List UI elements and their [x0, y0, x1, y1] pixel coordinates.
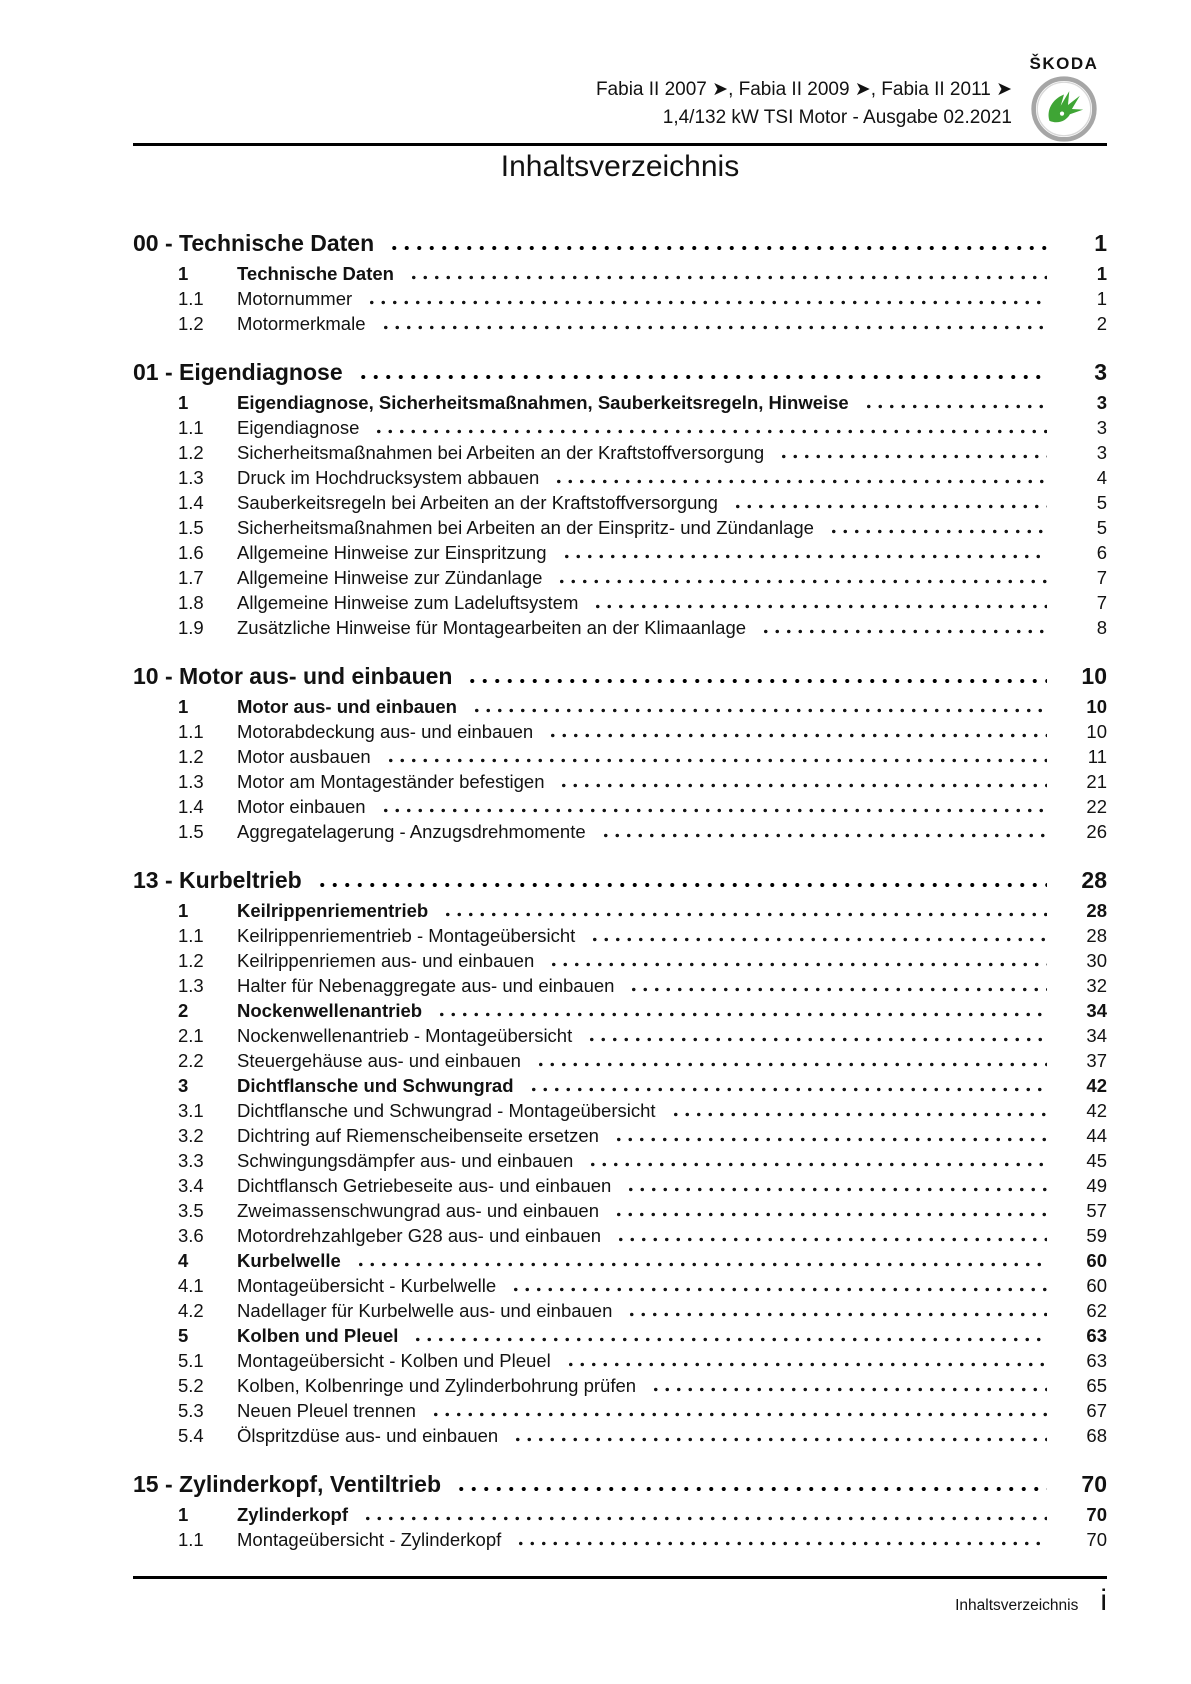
dot-leader [408, 275, 1047, 280]
dot-leader [442, 912, 1047, 917]
toc-entry-number: 4.2 [178, 1300, 204, 1321]
dot-leader [863, 404, 1047, 409]
toc-entry-row [133, 1423, 1107, 1448]
dot-leader [558, 783, 1047, 788]
dot-leader [586, 1037, 1047, 1042]
toc-entry-number: 1.2 [178, 442, 204, 463]
toc-section-page: 70 [1081, 1471, 1107, 1497]
toc-entry-row [133, 311, 1107, 336]
toc-entry-number: 3.2 [178, 1125, 204, 1146]
toc-entry-number: 3.1 [178, 1100, 204, 1121]
dot-leader [556, 579, 1047, 584]
footer-rule [133, 1576, 1107, 1579]
toc-entry-row [133, 948, 1107, 973]
dot-leader [362, 1516, 1047, 1521]
toc-entry-number: 3.6 [178, 1225, 204, 1246]
toc-entry-title: Motor ausbauen [237, 746, 371, 767]
toc-entry-title: Keilrippenriemen aus- und einbauen [237, 950, 535, 971]
toc-entry-title: Keilrippenriementrieb [237, 900, 429, 921]
toc-entry-page: 65 [1086, 1375, 1107, 1396]
dot-leader [628, 987, 1047, 992]
toc-entry-row [133, 898, 1107, 923]
dot-leader [548, 962, 1047, 967]
toc-entry-page: 34 [1086, 1025, 1107, 1046]
toc-entry-title: Kolben und Pleuel [237, 1325, 399, 1346]
dot-leader [515, 1541, 1047, 1546]
dot-leader [373, 429, 1047, 434]
dot-leader [565, 1362, 1047, 1367]
dot-leader [385, 758, 1047, 763]
toc-section-title: 15 - Zylinderkopf, Ventiltrieb [133, 1471, 442, 1497]
toc-entry-row [133, 1048, 1107, 1073]
toc-entry-page: 4 [1096, 467, 1107, 488]
toc-entry-number: 5 [178, 1325, 189, 1346]
toc-entry-row [133, 1198, 1107, 1223]
toc-entry-number: 1.9 [178, 617, 204, 638]
toc-entry-number: 5.3 [178, 1400, 204, 1421]
toc-entry-number: 1.2 [178, 313, 204, 334]
toc-entry-number: 1.2 [178, 746, 204, 767]
dot-leader [366, 300, 1047, 305]
toc-entry-title: Nockenwellenantrieb - Montageübersicht [237, 1025, 573, 1046]
toc-entry-title: Druck im Hochdrucksystem abbauen [237, 467, 540, 488]
toc-entry-title: Montageübersicht - Kolben und Pleuel [237, 1350, 551, 1371]
toc-entry-page: 42 [1086, 1075, 1107, 1096]
toc-entry-number: 1.1 [178, 721, 204, 742]
toc-entry-number: 1.3 [178, 771, 204, 792]
toc-entry-row [133, 769, 1107, 794]
footer-label: Inhaltsverzeichnis [955, 1597, 1079, 1614]
toc-entry-row [133, 1248, 1107, 1273]
header-text [596, 76, 1012, 131]
toc-entry-title: Montageübersicht - Kurbelwelle [237, 1275, 497, 1296]
toc-entry-row [133, 1223, 1107, 1248]
toc-entry-number: 1.1 [178, 288, 204, 309]
dot-leader [613, 1137, 1047, 1142]
toc-section-page: 1 [1094, 230, 1107, 256]
toc-entry-title: Zweimassenschwungrad aus- und einbauen [237, 1200, 599, 1221]
toc-entry-number: 4.1 [178, 1275, 204, 1296]
toc-entry-page: 5 [1096, 492, 1107, 513]
toc-entry-page: 32 [1086, 975, 1107, 996]
toc-entry-page: 26 [1086, 821, 1107, 842]
toc-entry-number: 1.5 [178, 517, 204, 538]
toc-entry-number: 1 [178, 1504, 189, 1525]
toc-entry-number: 4 [178, 1250, 189, 1271]
toc-entry-row [133, 1502, 1107, 1527]
toc-entry-title: Nadellager für Kurbelwelle aus- und einbauen [237, 1300, 613, 1321]
toc-section-row [133, 207, 1107, 261]
toc-entry-row [133, 540, 1107, 565]
toc-entry-title: Aggregatelagerung - Anzugsdrehmomente [237, 821, 586, 842]
toc-entry-title: Allgemeine Hinweise zur Einspritzung [237, 542, 547, 563]
toc-entry-page: 70 [1086, 1529, 1107, 1550]
toc-entry-page: 28 [1086, 900, 1107, 921]
toc-section-row [133, 336, 1107, 390]
dot-leader [528, 1087, 1048, 1092]
toc-entry-page: 5 [1096, 517, 1107, 538]
toc-entry-title: Allgemeine Hinweise zum Ladeluftsystem [237, 592, 579, 613]
toc-entry-page: 49 [1086, 1175, 1107, 1196]
toc-entry-row [133, 1073, 1107, 1098]
dot-leader [512, 1437, 1047, 1442]
dot-leader [471, 708, 1047, 713]
toc-entry-number: 1.1 [178, 1529, 204, 1550]
toc-entry-title: Sicherheitsmaßnahmen bei Arbeiten an der Kraftstoffversorgung [237, 442, 765, 463]
toc-entry-row [133, 465, 1107, 490]
toc-entry-row [133, 794, 1107, 819]
toc-entry-page: 10 [1086, 696, 1107, 717]
toc-entry-row [133, 390, 1107, 415]
toc-entry-number: 1.3 [178, 975, 204, 996]
toc-entry-number: 5.1 [178, 1350, 204, 1371]
toc-entry-row [133, 1527, 1107, 1552]
toc-entry-row [133, 819, 1107, 844]
toc-section-title: 10 - Motor aus- und einbauen [133, 663, 453, 689]
toc-entry-row [133, 286, 1107, 311]
toc-entry-title: Kurbelwelle [237, 1250, 341, 1271]
toc-entry-page: 3 [1096, 392, 1107, 413]
dot-leader [670, 1112, 1047, 1117]
toc-entry-row [133, 719, 1107, 744]
page-title: Inhaltsverzeichnis [500, 150, 740, 183]
toc-entry-number: 2.2 [178, 1050, 204, 1071]
dot-leader [380, 808, 1047, 813]
toc-entry-title: Zylinderkopf [237, 1504, 349, 1525]
dot-leader [587, 1162, 1047, 1167]
toc-entry-title: Keilrippenriementrieb - Montageübersicht [237, 925, 576, 946]
toc-section-row [133, 1448, 1107, 1502]
toc-entry-number: 1 [178, 263, 189, 284]
toc-entry-number: 2 [178, 1000, 189, 1021]
toc-entry-title: Zusätzliche Hinweise für Montagearbeiten an der Klimaanlage [237, 617, 747, 638]
toc-entry-page: 45 [1086, 1150, 1107, 1171]
dot-leader [625, 1187, 1047, 1192]
toc-entry-page: 63 [1086, 1325, 1107, 1346]
toc-entry-title: Dichtflansche und Schwungrad - Montageübersicht [237, 1100, 656, 1121]
toc-entry-page: 60 [1086, 1250, 1107, 1271]
toc-section-title: 00 - Technische Daten [133, 230, 375, 256]
toc-entry-page: 6 [1096, 542, 1107, 563]
toc-entry-number: 3.5 [178, 1200, 204, 1221]
toc-entry-number: 1.5 [178, 821, 204, 842]
toc-entry-row [133, 1023, 1107, 1048]
toc-entry-title: Halter für Nebenaggregate aus- und einbauen [237, 975, 615, 996]
toc-entry-title: Steuergehäuse aus- und einbauen [237, 1050, 521, 1071]
toc-entry-title: Sicherheitsmaßnahmen bei Arbeiten an der Einspritz- und Zündanlage [237, 517, 814, 538]
toc-entry-number: 1.8 [178, 592, 204, 613]
toc-entry-title: Motordrehzahlgeber G28 aus- und einbauen [237, 1225, 602, 1246]
toc-entry-number: 3.4 [178, 1175, 204, 1196]
toc-entry-page: 2 [1096, 313, 1107, 334]
toc-entry-row [133, 440, 1107, 465]
toc-entry-title: Dichtflansche und Schwungrad [237, 1075, 514, 1096]
toc-entry-row [133, 261, 1107, 286]
toc-section-title: 13 - Kurbeltrieb [133, 867, 302, 893]
toc-entry-row [133, 1348, 1107, 1373]
toc-entry-number: 1.1 [178, 925, 204, 946]
dot-leader [436, 1012, 1047, 1017]
toc-entry-page: 63 [1086, 1350, 1107, 1371]
footer [955, 1584, 1107, 1618]
toc-entry-title: Motorabdeckung aus- und einbauen [237, 721, 534, 742]
toc-entry-number: 1.2 [178, 950, 204, 971]
toc-entry-row [133, 565, 1107, 590]
toc-entry-page: 30 [1086, 950, 1107, 971]
dot-leader [535, 1062, 1047, 1067]
toc-entry-page: 7 [1096, 592, 1107, 613]
dot-leader [650, 1387, 1047, 1392]
toc-section-page: 3 [1094, 359, 1107, 385]
toc-entry-title: Motornummer [237, 288, 353, 309]
dot-leader [412, 1337, 1047, 1342]
toc-entry-number: 3 [178, 1075, 189, 1096]
toc-entry-number: 5.2 [178, 1375, 204, 1396]
toc-section-page: 10 [1081, 663, 1107, 689]
toc-entry-page: 42 [1086, 1100, 1107, 1121]
skoda-wordmark: ŠKODA [1029, 54, 1099, 73]
toc-section-title: 01 - Eigendiagnose [133, 359, 343, 385]
toc-entry-title: Nockenwellenantrieb [237, 1000, 423, 1021]
dot-leader [600, 833, 1047, 838]
toc-entry-title: Motor aus- und einbauen [237, 696, 457, 717]
toc-entry-number: 2.1 [178, 1025, 204, 1046]
toc-entry-title: Allgemeine Hinweise zur Zündanlage [237, 567, 543, 588]
toc-entry-number: 1.7 [178, 567, 204, 588]
toc-entry-title: Montageübersicht - Zylinderkopf [237, 1529, 502, 1550]
dot-leader [547, 733, 1047, 738]
toc-entry-title: Motor einbauen [237, 796, 366, 817]
toc-entry-page: 68 [1086, 1425, 1107, 1446]
toc-entry-title: Kolben, Kolbenringe und Zylinderbohrung prüfen [237, 1375, 637, 1396]
toc-entry-number: 3.3 [178, 1150, 204, 1171]
toc-entry-page: 62 [1086, 1300, 1107, 1321]
toc-entry-row [133, 490, 1107, 515]
footer-page-number: i [1100, 1584, 1107, 1617]
header-rule [133, 143, 1107, 146]
toc-entry-page: 59 [1086, 1225, 1107, 1246]
dot-leader [380, 325, 1048, 330]
dot-leader [357, 374, 1047, 380]
toc-entry-page: 10 [1086, 721, 1107, 742]
header-models-line: Fabia II 2007 ➤, Fabia II 2009 ➤, Fabia II 2011 ➤ [595, 79, 1012, 100]
toc-entry-row [133, 1398, 1107, 1423]
toc-entry-title: Sauberkeitsregeln bei Arbeiten an der Kraftstoffversorgung [237, 492, 718, 513]
toc-entry-page: 22 [1086, 796, 1107, 817]
dot-leader [466, 678, 1047, 684]
toc-entry-title: Eigendiagnose, Sicherheitsmaßnahmen, Sauberkeitsregeln, Hinweise [237, 392, 849, 413]
toc-entry-page: 34 [1086, 1000, 1107, 1021]
dot-leader [613, 1212, 1047, 1217]
toc-entry-number: 1 [178, 392, 189, 413]
toc-entry-page: 1 [1096, 288, 1107, 309]
toc-entry-number: 1.1 [178, 417, 204, 438]
toc-entry-row [133, 590, 1107, 615]
dot-leader [355, 1262, 1047, 1267]
toc-entry-row [133, 998, 1107, 1023]
toc-entry-title: Motormerkmale [237, 313, 366, 334]
toc-entry-row [133, 1298, 1107, 1323]
toc-entry-page: 60 [1086, 1275, 1107, 1296]
toc-entry-page: 70 [1086, 1504, 1107, 1525]
toc-entry-page: 28 [1086, 925, 1107, 946]
toc-entry-title: Motor am Montageständer befestigen [237, 771, 545, 792]
dot-leader [760, 629, 1047, 634]
dot-leader [778, 454, 1047, 459]
toc-entry-row [133, 973, 1107, 998]
toc-entry-row [133, 744, 1107, 769]
toc-entry-row [133, 1273, 1107, 1298]
dot-leader [828, 529, 1047, 534]
toc-entry-row [133, 1098, 1107, 1123]
dot-leader [553, 479, 1047, 484]
toc [133, 207, 1107, 1552]
toc-entry-page: 1 [1096, 263, 1107, 284]
dot-leader [615, 1237, 1047, 1242]
toc-entry-row [133, 1373, 1107, 1398]
toc-entry-row [133, 515, 1107, 540]
dot-leader [561, 554, 1047, 559]
toc-entry-number: 1.3 [178, 467, 204, 488]
toc-entry-page: 67 [1086, 1400, 1107, 1421]
toc-entry-number: 1.6 [178, 542, 204, 563]
header-edition-line: 1,4/132 kW TSI Motor - Ausgabe 02.2021 [662, 106, 1012, 128]
dot-leader [510, 1287, 1047, 1292]
toc-entry-row [133, 615, 1107, 640]
toc-entry-row [133, 1173, 1107, 1198]
dot-leader [316, 882, 1047, 888]
toc-section-row [133, 640, 1107, 694]
toc-entry-row [133, 415, 1107, 440]
dot-leader [589, 937, 1047, 942]
toc-entry-row [133, 923, 1107, 948]
toc-entry-number: 1 [178, 900, 189, 921]
toc-entry-title: Ölspritzdüse aus- und einbauen [237, 1425, 499, 1446]
toc-entry-number: 1.4 [178, 796, 204, 817]
dot-leader [626, 1312, 1047, 1317]
toc-section-page: 28 [1081, 867, 1107, 893]
toc-entry-title: Dichtring auf Riemenscheibenseite ersetzen [237, 1125, 599, 1146]
skoda-logo [1022, 54, 1106, 147]
toc-entry-title: Eigendiagnose [237, 417, 360, 438]
toc-entry-number: 1.4 [178, 492, 204, 513]
toc-section-row [133, 844, 1107, 898]
toc-entry-number: 1 [178, 696, 189, 717]
toc-entry-page: 11 [1087, 746, 1107, 767]
toc-entry-page: 3 [1096, 442, 1107, 463]
dot-leader [732, 504, 1047, 509]
dot-leader [592, 604, 1047, 609]
toc-entry-title: Schwingungsdämpfer aus- und einbauen [237, 1150, 574, 1171]
toc-entry-number: 5.4 [178, 1425, 204, 1446]
toc-entry-page: 8 [1096, 617, 1107, 638]
toc-entry-title: Dichtflansch Getriebeseite aus- und einbauen [237, 1175, 612, 1196]
toc-entry-page: 3 [1096, 417, 1107, 438]
toc-entry-title: Technische Daten [237, 263, 394, 284]
dot-leader [430, 1412, 1047, 1417]
dot-leader [388, 245, 1047, 251]
toc-entry-row [133, 1323, 1107, 1348]
toc-entry-row [133, 1148, 1107, 1173]
skoda-winged-arrow-icon [1022, 76, 1106, 147]
toc-entry-row [133, 694, 1107, 719]
toc-entry-page: 37 [1086, 1050, 1107, 1071]
toc-entry-page: 44 [1086, 1125, 1107, 1146]
toc-entry-page: 7 [1096, 567, 1107, 588]
dot-leader [455, 1486, 1047, 1492]
toc-entry-page: 57 [1086, 1200, 1107, 1221]
toc-entry-page: 21 [1086, 771, 1107, 792]
toc-entry-title: Neuen Pleuel trennen [237, 1400, 416, 1421]
toc-entry-row [133, 1123, 1107, 1148]
